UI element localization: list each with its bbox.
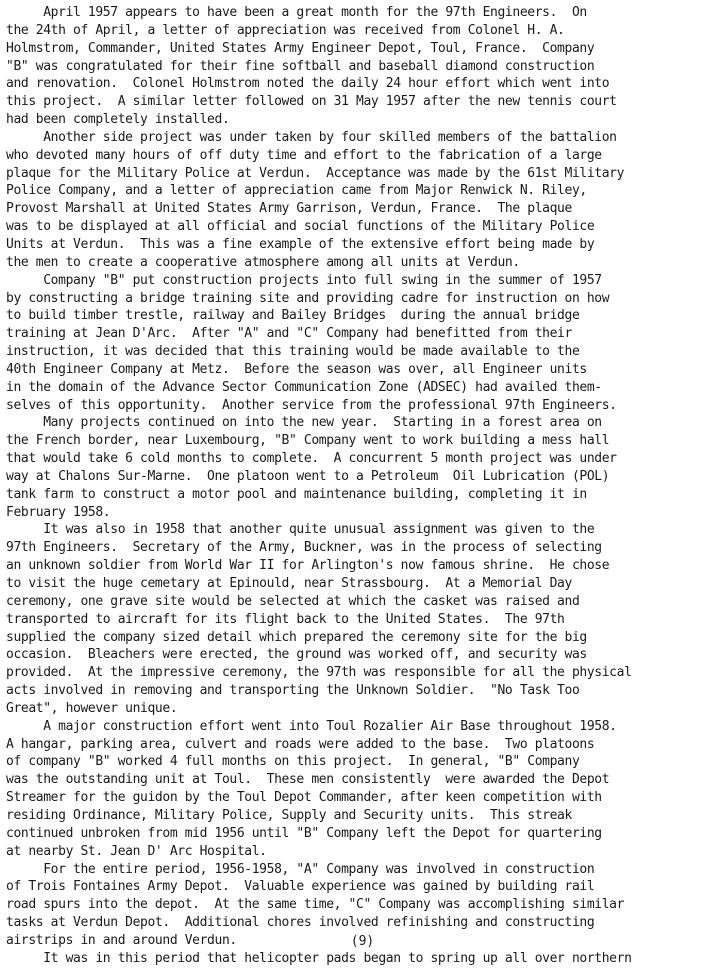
- text-line: that would take 6 cold months to complete. A concurrent 5 month project was under: [6, 451, 617, 467]
- text-line: A hangar, parking area, culvert and roads were added to the base. Two platoons: [6, 736, 595, 752]
- text-line: tank farm to construct a motor pool and maintenance building, completing it in: [6, 486, 587, 502]
- text-line: at nearby St. Jean D' Arc Hospital.: [6, 843, 267, 859]
- text-line: transported to aircraft for its flight back to the United States. The 97th: [6, 611, 565, 627]
- text-line: way at Chalons Sur-Marne. One platoon went to a Petroleum Oil Lubrication (POL): [6, 468, 610, 484]
- text-line: acts involved in removing and transporting the Unknown Soldier. "No Task Too: [6, 683, 580, 699]
- text-line: Company "B" put construction projects into full swing in the summer of 1957: [6, 272, 602, 288]
- text-line: residing Ordinance, Military Police, Supply and Security units. This streak: [6, 807, 572, 823]
- text-line: the men to create a cooperative atmosphere among all units at Verdun.: [6, 254, 520, 270]
- text-line: Police Company, and a letter of appreciation came from Major Renwick N. Riley,: [6, 183, 587, 199]
- text-line: by constructing a bridge training site and providing cadre for instruction on how: [6, 290, 610, 306]
- text-line: in the domain of the Advance Sector Communication Zone (ADSEC) had availed them-: [6, 379, 602, 395]
- text-line: airstrips in and around Verdun.: [6, 932, 237, 948]
- text-line: tasks at Verdun Depot. Additional chores involved refinishing and constructing: [6, 915, 595, 931]
- text-line: February 1958.: [6, 504, 111, 520]
- text-line: of Trois Fontaines Army Depot. Valuable experience was gained by building rail: [6, 879, 595, 895]
- text-line: was the outstanding unit at Toul. These men consistently were awarded the Depot: [6, 772, 610, 788]
- text-line: Holmstrom, Commander, United States Army Engineer Depot, Toul, France. Company: [6, 40, 595, 56]
- text-line: 97th Engineers. Secretary of the Army, Buckner, was in the process of selecting: [6, 540, 602, 556]
- text-line: provided. At the impressive ceremony, the 97th was responsible for all the physical: [6, 665, 632, 681]
- body-text: [6, 4, 722, 968]
- text-line: of company "B" worked 4 full months on this project. In general, "B" Company: [6, 754, 580, 770]
- text-line: an unknown soldier from World War II for Arlington's now famous shrine. He chose: [6, 558, 610, 574]
- text-line: occasion. Bleachers were erected, the ground was worked off, and security was: [6, 647, 587, 663]
- text-line: It was also in 1958 that another quite unusual assignment was given to the: [6, 522, 595, 538]
- text-line: continued unbroken from mid 1956 until "B" Company left the Depot for quartering: [6, 825, 602, 841]
- text-line: instruction, it was decided that this training would be made available to the: [6, 344, 580, 360]
- text-line: the 24th of April, a letter of appreciation was received from Colonel H. A.: [6, 22, 565, 38]
- text-line: Provost Marshall at United States Army Garrison, Verdun, France. The plaque: [6, 201, 572, 217]
- text-line: It was in this period that helicopter pads began to spring up all over northern: [6, 950, 632, 966]
- text-line: the French border, near Luxembourg, "B" Company went to work building a mess hall: [6, 433, 610, 449]
- text-line: Another side project was under taken by four skilled members of the battalion: [6, 129, 617, 145]
- text-line: training at Jean D'Arc. After "A" and "C" Company had benefitted from their: [6, 326, 572, 342]
- text-line: 40th Engineer Company at Metz. Before the season was over, all Engineer units: [6, 361, 587, 377]
- text-line: Great", however unique.: [6, 700, 178, 716]
- text-line: was to be displayed at all official and social functions of the Military Police: [6, 219, 595, 235]
- text-line: Streamer for the guidon by the Toul Depot Commander, after keen competition with: [6, 790, 602, 806]
- text-line: had been completely installed.: [6, 112, 230, 128]
- text-line: plaque for the Military Police at Verdun. Acceptance was made by the 61st Military: [6, 165, 625, 181]
- text-line: Many projects continued on into the new year. Starting in a forest area on: [6, 415, 602, 431]
- text-line: who devoted many hours of off duty time and effort to the fabrication of a large: [6, 147, 602, 163]
- text-line: A major construction effort went into Toul Rozalier Air Base throughout 1958.: [6, 718, 617, 734]
- text-line: For the entire period, 1956-1958, "A" Company was involved in construction: [6, 861, 595, 877]
- text-line: supplied the company sized detail which prepared the ceremony site for the big: [6, 629, 587, 645]
- text-line: ceremony, one grave site would be selected at which the casket was raised and: [6, 593, 580, 609]
- text-line: Units at Verdun. This was a fine example of the extensive effort being made by: [6, 236, 595, 252]
- text-line: selves of this opportunity. Another service from the professional 97th Engineers.: [6, 397, 617, 413]
- text-line: to visit the huge cemetary at Epinould, near Strassbourg. At a Memorial Day: [6, 576, 572, 591]
- text-line: to build timber trestle, railway and Bailey Bridges during the annual bridge: [6, 308, 580, 324]
- page-number: (9): [350, 934, 375, 949]
- text-line: and renovation. Colonel Holmstrom noted the daily 24 hour effort which went into: [6, 76, 610, 92]
- text-line: April 1957 appears to have been a great month for the 97th Engineers. On: [6, 5, 587, 20]
- text-line: this project. A similar letter followed on 31 May 1957 after the new tennis court: [6, 94, 617, 110]
- text-line: road spurs into the depot. At the same time, "C" Company was accomplishing similar: [6, 897, 625, 913]
- text-line: "B" was congratulated for their fine softball and baseball diamond construction: [6, 58, 595, 74]
